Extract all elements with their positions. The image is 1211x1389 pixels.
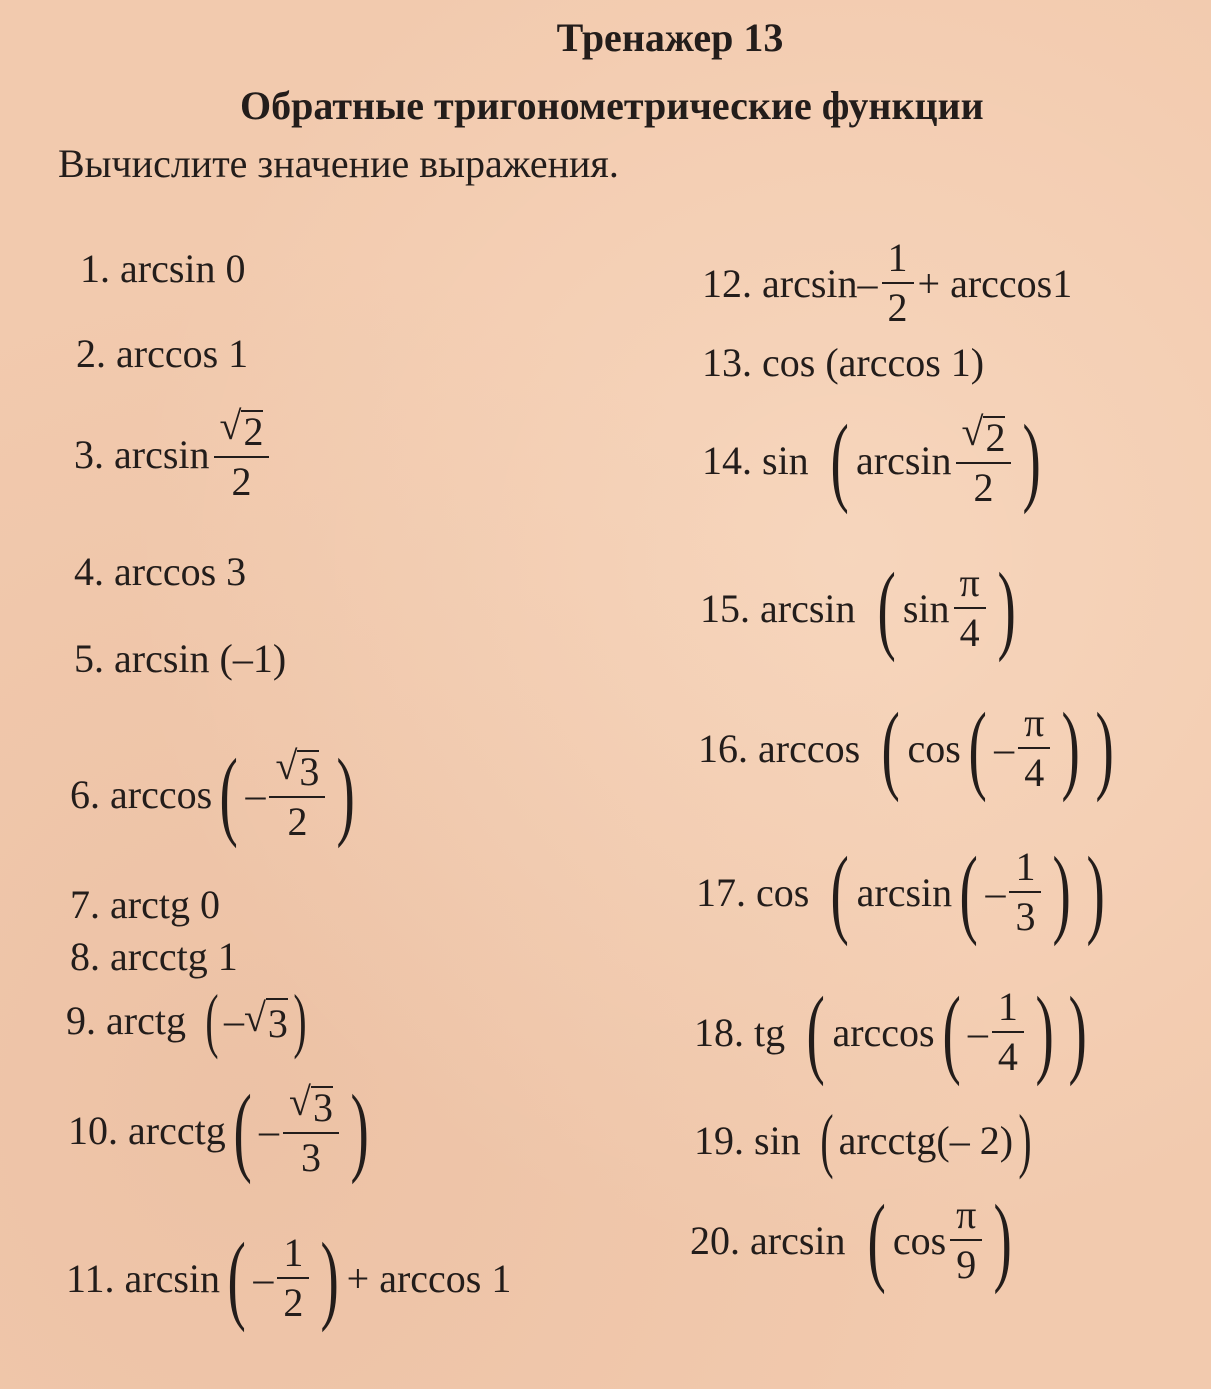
numerator: 1	[277, 1233, 309, 1279]
function-argument: (– 2)	[936, 1117, 1014, 1163]
fraction	[277, 1230, 309, 1325]
close-paren: )	[336, 738, 356, 849]
open-paren: (	[806, 976, 825, 1087]
denominator: 3	[1015, 894, 1036, 939]
denominator: 2	[887, 285, 908, 330]
radicand: 2	[985, 415, 1006, 460]
open-paren-inner: (	[968, 692, 987, 803]
exercise-8	[70, 926, 238, 986]
exercise-number: 14.	[702, 437, 752, 483]
exercise-expression: arccos 3	[114, 548, 247, 594]
exercise-number: 17.	[696, 869, 746, 915]
page-title: Тренажер 13	[556, 15, 784, 60]
close-paren-inner: )	[1035, 976, 1054, 1087]
exercise-9: 9. arctg ( – √ 3 )	[66, 980, 307, 1060]
fraction	[1018, 700, 1050, 795]
radicand: 3	[266, 998, 288, 1047]
exercise-14	[702, 404, 1049, 515]
exercise-12	[702, 235, 1073, 330]
close-paren: )	[1018, 1100, 1032, 1180]
numerator: π	[1018, 703, 1050, 749]
close-paren: )	[350, 1074, 369, 1185]
function-name: cos	[907, 725, 961, 771]
open-paren: (	[830, 404, 849, 515]
outer-function: sin	[762, 437, 809, 483]
close-paren: )	[320, 1222, 340, 1333]
fraction	[1009, 844, 1041, 939]
exercise-number: 3.	[74, 431, 104, 477]
function-name: arcsin	[114, 431, 210, 477]
minus-sign: –	[245, 771, 266, 817]
outer-function: cos	[756, 869, 810, 915]
expression-tail: + arccos 1	[346, 1255, 512, 1301]
function-name: arccos	[832, 1009, 935, 1055]
exercise-10	[68, 1074, 376, 1185]
minus-sign: –	[985, 869, 1006, 915]
minus-sign: –	[967, 1009, 988, 1055]
exercise-number: 6.	[70, 771, 100, 817]
exercise-18	[694, 976, 1095, 1087]
fraction: √ 3 3	[283, 1082, 339, 1178]
denominator: 2	[283, 1280, 304, 1325]
exercise-number: 9.	[66, 997, 96, 1043]
numerator: 1	[1009, 847, 1041, 893]
exercise-1	[80, 238, 246, 298]
exercise-number: 10.	[68, 1107, 118, 1153]
function-name: arcsin	[124, 1255, 221, 1301]
close-paren: )	[1095, 692, 1114, 803]
close-paren-inner: )	[1052, 836, 1072, 947]
close-paren: )	[997, 552, 1016, 663]
open-paren-inner: (	[942, 976, 961, 1087]
open-paren: (	[227, 1222, 246, 1333]
outer-function: arcsin	[750, 1217, 846, 1263]
exercise-number: 5.	[74, 635, 104, 681]
exercise-number: 7.	[70, 881, 100, 927]
minus-sign: –	[259, 1107, 280, 1153]
close-paren: )	[1086, 836, 1105, 947]
exercise-16	[698, 692, 1121, 803]
outer-function: sin	[754, 1117, 801, 1163]
fraction: √ 3 2	[269, 746, 325, 842]
exercise-6	[70, 738, 363, 849]
instruction-text: Вычислите значение выражения.	[58, 141, 619, 186]
open-paren: (	[820, 1100, 834, 1180]
minus-sign: –	[253, 1255, 274, 1301]
page-subtitle: Обратные тригонометрические функции	[240, 83, 984, 128]
function-name: sin	[902, 585, 950, 631]
denominator: 2	[973, 465, 994, 510]
exercise-number: 19.	[694, 1117, 744, 1163]
exercise-number: 4.	[74, 548, 104, 594]
exercise-expression: arcsin 0	[120, 245, 246, 291]
function-name: arcctg	[838, 1117, 937, 1163]
open-paren-inner: (	[959, 836, 978, 947]
denominator: 4	[997, 1034, 1018, 1079]
exercise-number: 12.	[702, 260, 752, 306]
exercise-15	[700, 552, 1023, 663]
open-paren: (	[233, 1074, 252, 1185]
denominator: 2	[287, 799, 308, 844]
exercise-number: 8.	[70, 933, 100, 979]
numerator: 1	[882, 238, 914, 284]
denominator: 9	[956, 1242, 977, 1287]
outer-function: arccos	[758, 725, 861, 771]
exercise-number: 18.	[694, 1009, 744, 1055]
function-name: arctg	[106, 997, 186, 1043]
denominator: 4	[959, 610, 980, 655]
exercise-number: 16.	[698, 725, 748, 771]
open-paren: (	[877, 552, 896, 663]
function-name: cos	[892, 1217, 947, 1263]
open-paren: (	[867, 1184, 886, 1295]
radicand: 2	[243, 409, 264, 454]
exercise-number: 1.	[80, 245, 110, 291]
radicand: 3	[299, 749, 320, 794]
minus-sign: –	[223, 997, 244, 1043]
close-paren: )	[1068, 976, 1088, 1087]
function-name: arcsin	[856, 869, 953, 915]
close-paren: )	[993, 1184, 1013, 1295]
fraction: √ 2 2	[956, 412, 1012, 508]
exercise-number: 15.	[700, 585, 750, 631]
exercise-19	[694, 1100, 1037, 1180]
exercise-5	[74, 628, 286, 688]
outer-function: arcsin	[760, 585, 856, 631]
exercise-number: 11.	[66, 1255, 115, 1301]
exercise-2	[76, 323, 248, 383]
exercise-expression: arcctg 1	[110, 933, 238, 979]
exercise-expression: cos (arccos 1)	[762, 339, 985, 385]
numerator: π	[954, 563, 986, 609]
numerator: π	[950, 1195, 982, 1241]
exercise-7	[70, 874, 220, 934]
open-paren: (	[881, 692, 900, 803]
minus-sign: –	[994, 725, 1015, 771]
denominator: 3	[300, 1135, 321, 1180]
denominator: 4	[1024, 750, 1045, 795]
exercise-expression: arcsin (–1)	[114, 635, 287, 681]
exercise-expression: arccos 1	[116, 330, 249, 376]
exercise-number: 20.	[690, 1217, 740, 1263]
close-paren: )	[293, 980, 307, 1060]
close-paren-inner: )	[1061, 692, 1081, 803]
exercise-3	[74, 403, 273, 504]
fraction	[954, 560, 986, 655]
exercise-expression: arctg 0	[110, 881, 220, 927]
function-name: arccos	[110, 771, 213, 817]
open-paren: (	[830, 836, 850, 947]
denominator: 2	[231, 459, 252, 504]
minus-sign: –	[857, 260, 878, 306]
function-name: arcctg	[128, 1107, 226, 1153]
numerator: 1	[992, 987, 1024, 1033]
exercise-4	[74, 541, 246, 601]
fraction	[992, 984, 1024, 1079]
fraction	[882, 235, 914, 330]
function-name: arcsin	[762, 260, 858, 306]
close-paren: )	[1022, 404, 1042, 515]
exercise-11	[66, 1222, 512, 1333]
exercise-number: 2.	[76, 330, 106, 376]
expression-tail: + arccos1	[917, 260, 1073, 306]
exercise-13	[702, 332, 984, 392]
exercise-17	[696, 836, 1112, 947]
exercise-20	[690, 1184, 1020, 1295]
open-paren: (	[205, 980, 219, 1060]
fraction	[950, 1192, 982, 1287]
exercise-number: 13.	[702, 339, 752, 385]
outer-function: tg	[754, 1009, 786, 1055]
function-name: arcsin	[856, 437, 952, 483]
fraction: √ 2 2	[214, 406, 270, 502]
radicand: 3	[312, 1085, 333, 1130]
open-paren: (	[219, 738, 238, 849]
